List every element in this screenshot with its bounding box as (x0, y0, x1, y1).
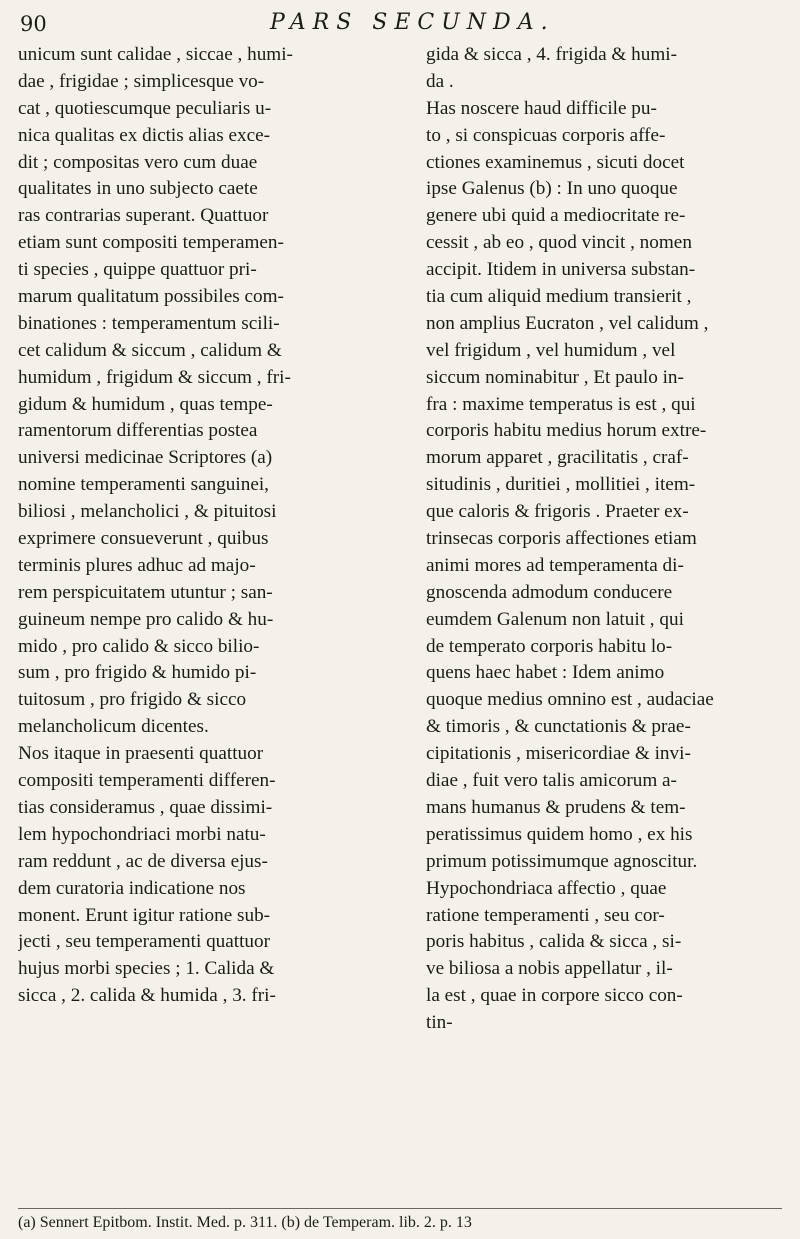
text-line: vel frigidum , vel humidum , vel (426, 339, 676, 361)
text-line: gida & sicca , 4. frigida & humi- (426, 44, 677, 65)
text-line: dem curatoria indicatione nos (18, 877, 246, 899)
text-line: ipse Galenus (b) : In uno quoque (426, 178, 678, 200)
text-line: marum qualitatum possibiles com- (18, 286, 284, 308)
text-line: sicca , 2. calida & humida , 3. fri- (18, 985, 276, 1007)
text-line: binationes : temperamentum scili- (18, 312, 280, 334)
left-column (18, 42, 366, 1010)
text-line: Nos itaque in praesenti quattuor (18, 743, 264, 765)
text-line: ras contrarias superant. Quattuor (18, 205, 269, 227)
text-line: nomine temperamenti sanguinei, (18, 474, 269, 496)
text-line: etiam sunt compositi temperamen- (18, 232, 284, 254)
footnote-rule (18, 1208, 782, 1209)
text-line: ratione temperamenti , seu cor- (426, 904, 665, 926)
text-line: genere ubi quid a mediocritate re- (426, 205, 686, 227)
text-line: trinsecas corporis affectiones etiam (426, 528, 697, 550)
text-line: gidum & humidum , quas tempe- (18, 393, 273, 415)
text-line: humidum , frigidum & siccum , fri- (18, 366, 291, 388)
text-line: cet calidum & siccum , calidum & (18, 339, 282, 361)
text-line: nica qualitas ex dictis alias exce- (18, 124, 270, 146)
text-line: ve biliosa a nobis appellatur , il- (426, 958, 673, 980)
text-line: ctiones examinemus , sicuti docet (426, 151, 685, 173)
text-line: terminis plures adhuc ad majo- (18, 554, 256, 576)
page-number: 90 (20, 12, 47, 36)
text-line: mido , pro calido & sicco bilio- (18, 635, 260, 657)
footnotes: (a) Sennert Epitbom. Instit. Med. p. 311. (b) de Temperam. lib. 2. p. 13 (18, 1214, 472, 1231)
text-line: quoque medius omnino est , audaciae (426, 689, 714, 711)
text-line: dae , frigidae ; simplicesque vo- (18, 70, 265, 92)
text-line: tia cum aliquid medium transierit , (426, 286, 692, 308)
text-line: biliosi , melancholici , & pituitosi (18, 501, 277, 523)
text-line: de temperato corporis habitu lo- (426, 635, 673, 657)
text-line: exprimere consueverunt , quibus (18, 528, 269, 550)
text-line: ram reddunt , ac de diversa ejus- (18, 850, 268, 872)
text-line: Has noscere haud difficile pu- (426, 97, 657, 119)
text-line: sum , pro frigido & humido pi- (18, 662, 257, 684)
text-line: tuitosum , pro frigido & sicco (18, 689, 247, 711)
text-line: jecti , seu temperamenti quattuor (18, 931, 271, 953)
text-line: monent. Erunt igitur ratione sub- (18, 904, 271, 926)
text-line: tias consideramus , quae dissimi- (18, 796, 273, 818)
text-line: ti species , quippe quattuor pri- (18, 259, 257, 281)
text-line: gnoscenda admodum conducere (426, 581, 673, 603)
text-line: ramentorum differentias postea (18, 420, 258, 442)
text-line: guineum nempe pro calido & hu- (18, 608, 274, 630)
text-line: situdinis , duritiei , mollitiei , item- (426, 474, 696, 496)
text-line: & timoris , & cunctationis & prae- (426, 716, 691, 738)
text-line: eumdem Galenum non latuit , qui (426, 608, 684, 630)
text-line: poris habitus , calida & sicca , si- (426, 931, 682, 953)
page-header (0, 8, 800, 40)
text-line: primum potissimumque agnoscitur. (426, 850, 698, 872)
text-line: hujus morbi species ; 1. Calida & (18, 958, 275, 980)
text-line: compositi temperamenti differen- (18, 770, 276, 792)
text-line: Hypochondriaca affectio , quae (426, 877, 667, 899)
text-line: melancholicum dicentes. (18, 716, 209, 738)
right-column (426, 42, 774, 1037)
text-line: qualitates in uno subjecto caete (18, 178, 258, 200)
text-line: cat , quotiescumque peculiaris u- (18, 97, 272, 119)
text-line: quens haec habet : Idem animo (426, 662, 665, 684)
text-line: la est , quae in corpore sicco con- (426, 985, 683, 1007)
text-line: cessit , ab eo , quod vincit , nomen (426, 232, 692, 254)
text-line: diae , fuit vero talis amicorum a- (426, 770, 677, 792)
text-line: dit ; compositas vero cum duae (18, 151, 258, 173)
text-line: accipit. Itidem in universa substan- (426, 259, 696, 281)
text-line: animi mores ad temperamenta di- (426, 554, 684, 576)
text-line: universi medicinae Scriptores (a) (18, 447, 273, 469)
text-line: morum apparet , gracilitatis , craf- (426, 447, 689, 469)
text-line: tin- (426, 1012, 453, 1034)
text-line: cipitationis , misericordiae & invi- (426, 743, 691, 765)
text-line: rem perspicuitatem utuntur ; san- (18, 581, 273, 603)
text-line: to , si conspicuas corporis affe- (426, 124, 666, 146)
text-line: corporis habitu medius horum extre- (426, 420, 707, 442)
text-line: siccum nominabitur , Et paulo in- (426, 366, 684, 388)
running-head: PARS SECUNDA. (270, 10, 555, 35)
text-line: peratissimus quidem homo , ex his (426, 823, 693, 845)
text-line: que caloris & frigoris . Praeter ex- (426, 501, 689, 523)
text-line: unicum sunt calidae , siccae , humi- (18, 44, 293, 65)
text-line: fra : maxime temperatus is est , qui (426, 393, 696, 415)
text-line: lem hypochondriaci morbi natu- (18, 823, 266, 845)
text-line: da . (426, 70, 454, 92)
text-line: non amplius Eucraton , vel calidum , (426, 312, 709, 334)
text-line: mans humanus & prudens & tem- (426, 796, 686, 818)
